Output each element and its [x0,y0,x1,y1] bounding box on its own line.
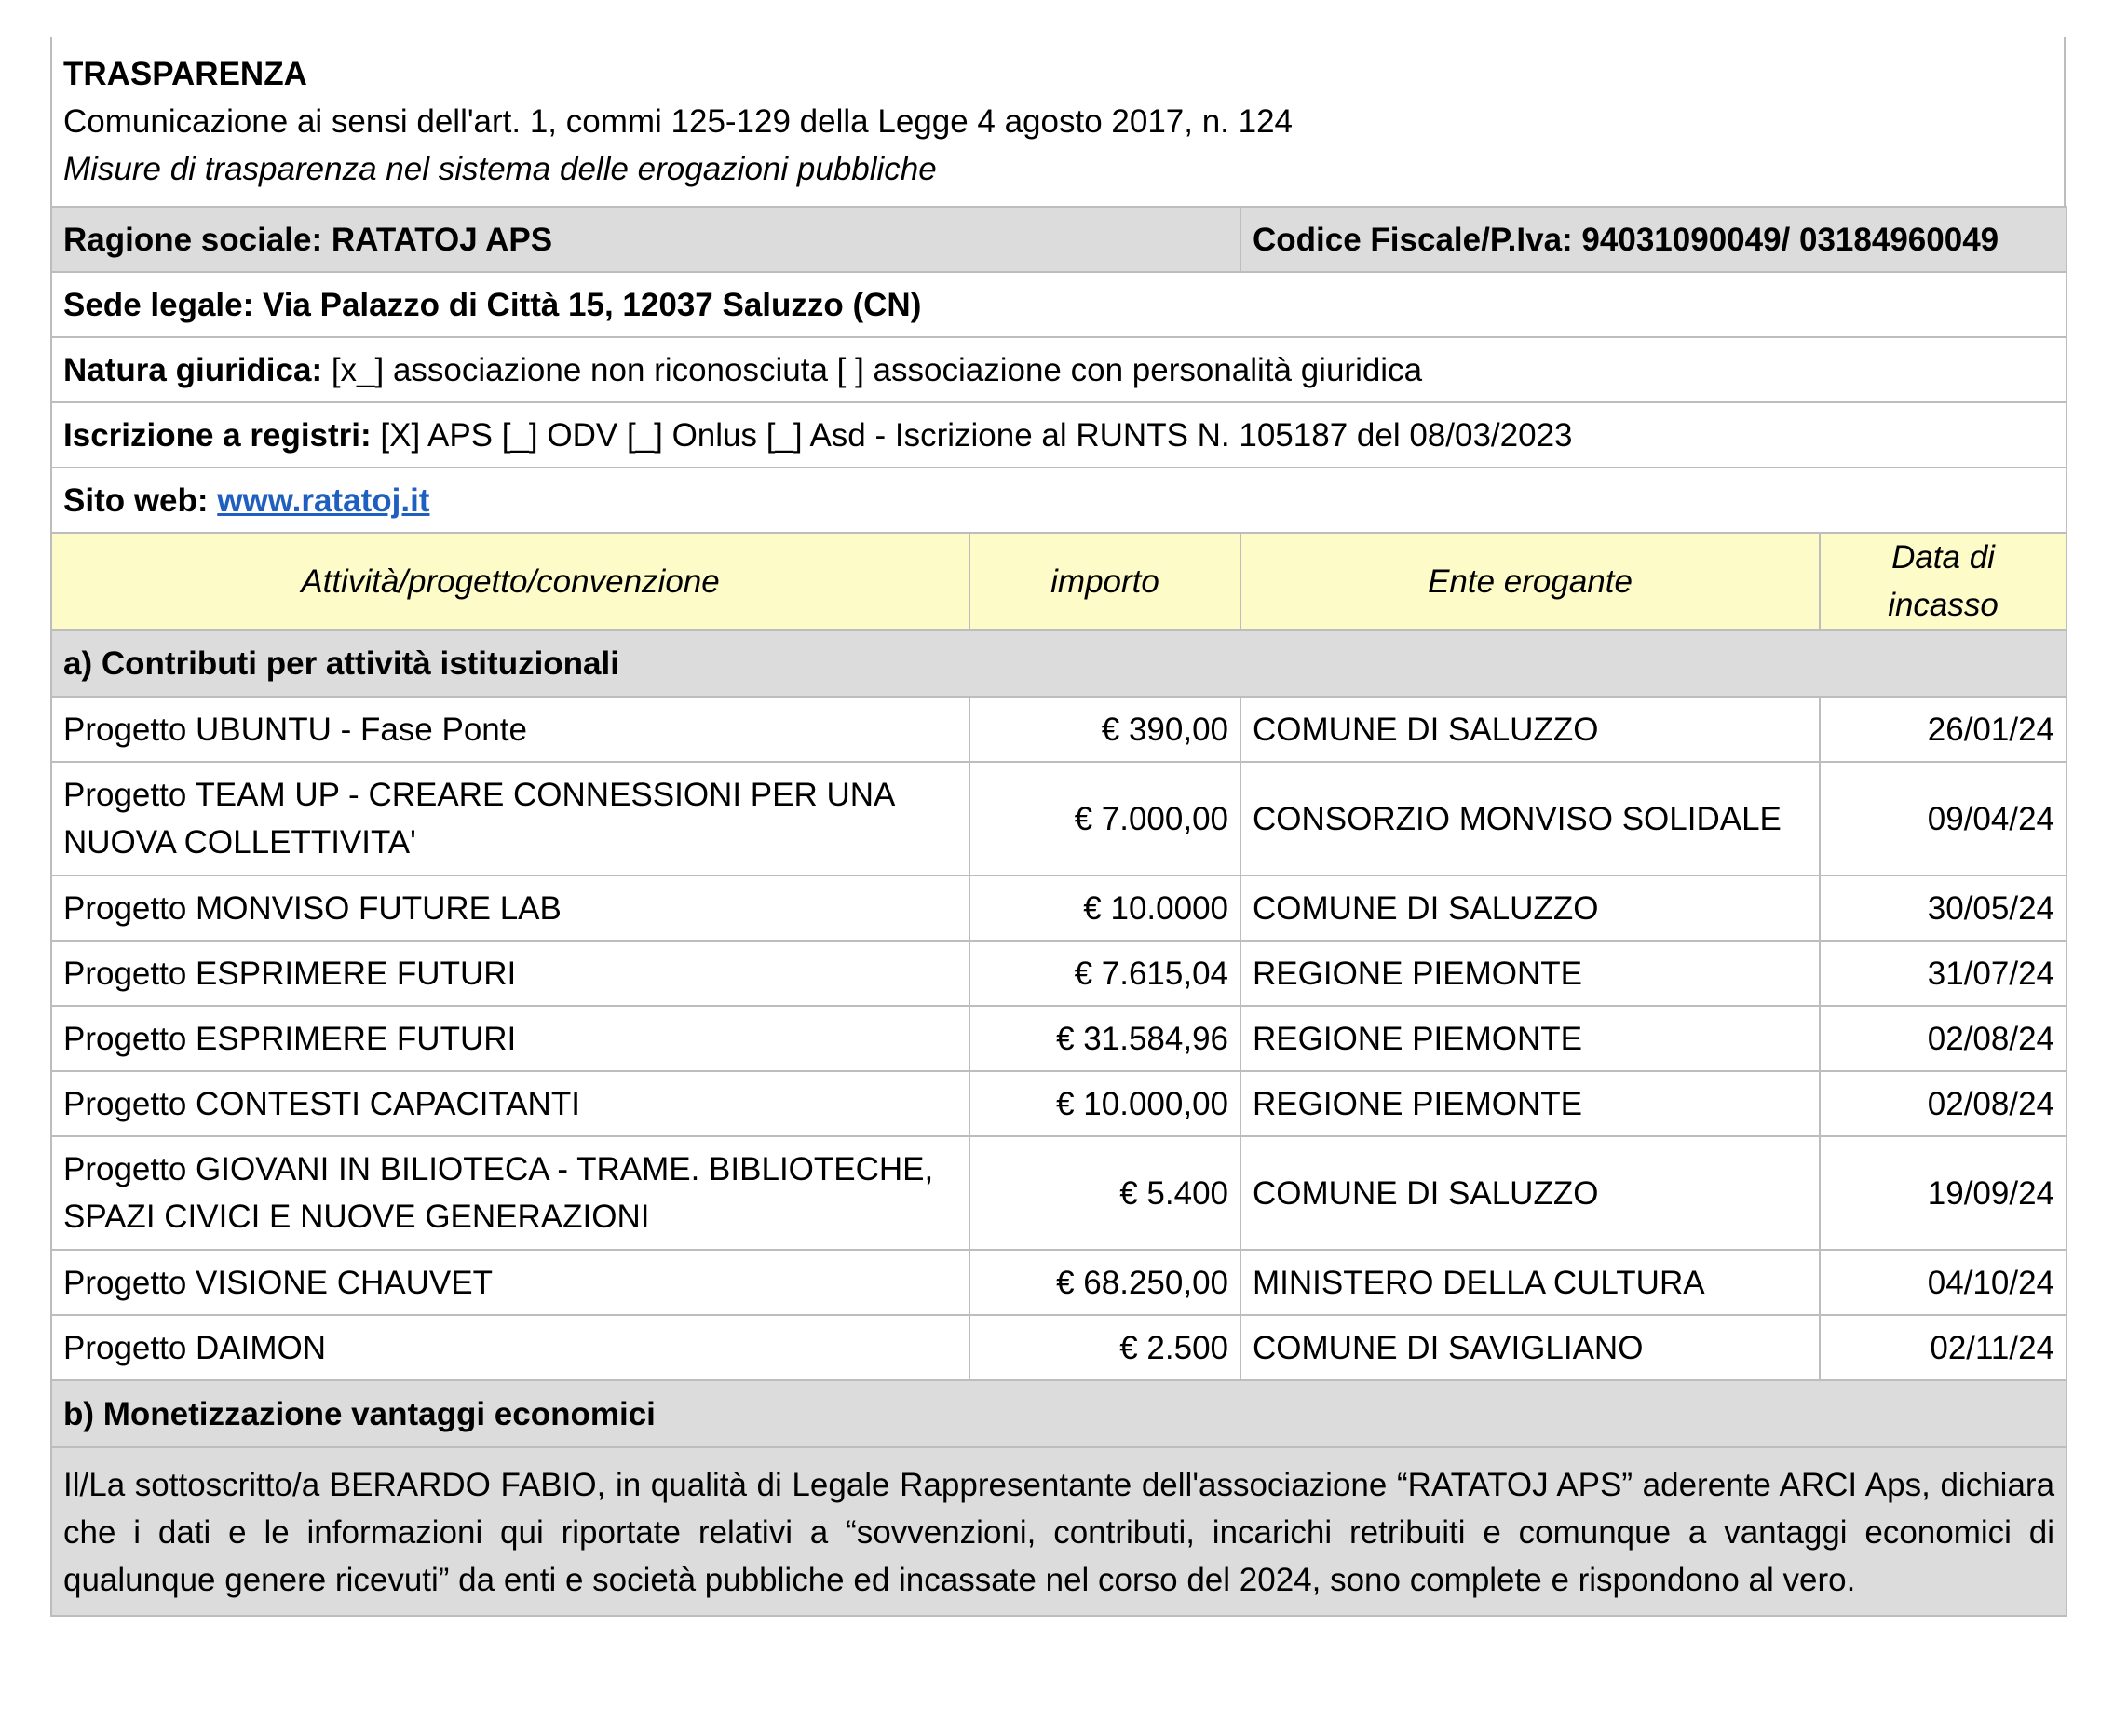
iscrizione-label: Iscrizione a registri: [63,416,372,454]
row-importo: € 5.400 [969,1136,1240,1250]
col-importo: importo [969,533,1240,630]
natura-value: [x_] associazione non riconosciuta [ ] associazione con personalità giuridica [322,351,1423,388]
col-attivita: Attività/progetto/convenzione [51,533,969,630]
row-attivita: Progetto MONVISO FUTURE LAB [51,875,969,941]
sito-web [51,468,2067,533]
ragione-sociale: Ragione sociale: RATATOJ APS [51,207,1240,272]
section-a-heading: a) Contributi per attività istituzionali [51,630,2067,697]
sito-label: Sito web: [63,481,218,519]
codice-fiscale: Codice Fiscale/P.Iva: 94031090049/ 03184960049 [1240,207,2067,272]
row-importo: € 10.0000 [969,875,1240,941]
document-title: TRASPARENZA [63,56,307,92]
sede-legale: Sede legale: Via Palazzo di Città 15, 12037 Saluzzo (CN) [51,272,2067,337]
row-data: 31/07/24 [1820,941,2067,1006]
website-link[interactable]: www.ratatoj.it [217,481,430,519]
row-attivita: Progetto GIOVANI IN BILIOTECA - TRAME. BIBLIOTECHE, SPAZI CIVICI E NUOVE GENERAZIONI [51,1136,969,1250]
row-attivita: Progetto ESPRIMERE FUTURI [51,1006,969,1071]
row-importo: € 7.000,00 [969,762,1240,875]
row-ente: COMUNE DI SAVIGLIANO [1240,1315,1820,1380]
column-headers [51,533,2067,630]
row-importo: € 31.584,96 [969,1006,1240,1071]
row-ente: MINISTERO DELLA CULTURA [1240,1250,1820,1315]
row-ente: REGIONE PIEMONTE [1240,941,1820,1006]
row-importo: € 390,00 [969,697,1240,762]
row-ente: REGIONE PIEMONTE [1240,1006,1820,1071]
row-attivita: Progetto DAIMON [51,1315,969,1380]
col-ente: Ente erogante [1240,533,1820,630]
row-ente: COMUNE DI SALUZZO [1240,875,1820,941]
document-tagline: Misure di trasparenza nel sistema delle erogazioni pubbliche [63,151,937,187]
table-row [51,1250,2067,1315]
document-header [50,37,2066,206]
transparency-document [50,37,2066,1617]
row-data: 30/05/24 [1820,875,2067,941]
iscrizione-registri [51,402,2067,468]
table-row [51,1006,2067,1071]
declaration-text: Il/La sottoscritto/a BERARDO FABIO, in qualità di Legale Rappresentante dell'associazione “RATATOJ APS” aderente ARCI Aps, dichiara che i dati e le informazioni qui riportate relativi a “sovvenzioni, contributi, incarichi retribuiti e comunque a vantaggi economici di qualunque genere ricevuti” da enti e società pubbliche ed incassate nel corso del 2024, sono complete e rispondono al vero. [51,1447,2067,1616]
col-data: Data di incasso [1820,533,2067,630]
row-data: 09/04/24 [1820,762,2067,875]
row-attivita: Progetto UBUNTU - Fase Ponte [51,697,969,762]
row-ente: COMUNE DI SALUZZO [1240,1136,1820,1250]
natura-label: Natura giuridica: [63,351,323,388]
row-attivita: Progetto TEAM UP - CREARE CONNESSIONI PER UNA NUOVA COLLETTIVITA' [51,762,969,875]
row-data: 19/09/24 [1820,1136,2067,1250]
row-attivita: Progetto VISIONE CHAUVET [51,1250,969,1315]
row-ente: COMUNE DI SALUZZO [1240,697,1820,762]
row-ente: REGIONE PIEMONTE [1240,1071,1820,1136]
row-importo: € 2.500 [969,1315,1240,1380]
section-b-heading: b) Monetizzazione vantaggi economici [51,1380,2067,1447]
table-row [51,1071,2067,1136]
document-subtitle: Comunicazione ai sensi dell'art. 1, commi 125-129 della Legge 4 agosto 2017, n. 124 [63,103,1294,140]
row-attivita: Progetto ESPRIMERE FUTURI [51,941,969,1006]
table-row [51,1315,2067,1380]
transparency-table [50,206,2067,1617]
row-data: 04/10/24 [1820,1250,2067,1315]
table-row [51,941,2067,1006]
row-data: 02/08/24 [1820,1006,2067,1071]
table-row [51,1136,2067,1250]
row-data: 02/08/24 [1820,1071,2067,1136]
row-data: 26/01/24 [1820,697,2067,762]
natura-giuridica [51,337,2067,402]
row-attivita: Progetto CONTESTI CAPACITANTI [51,1071,969,1136]
row-ente: CONSORZIO MONVISO SOLIDALE [1240,762,1820,875]
row-data: 02/11/24 [1820,1315,2067,1380]
table-row [51,875,2067,941]
iscrizione-value: [X] APS [_] ODV [_] Onlus [_] Asd - Iscrizione al RUNTS N. 105187 del 08/03/2023 [371,416,1573,454]
row-importo: € 7.615,04 [969,941,1240,1006]
table-row [51,697,2067,762]
row-importo: € 10.000,00 [969,1071,1240,1136]
row-importo: € 68.250,00 [969,1250,1240,1315]
table-row [51,762,2067,875]
